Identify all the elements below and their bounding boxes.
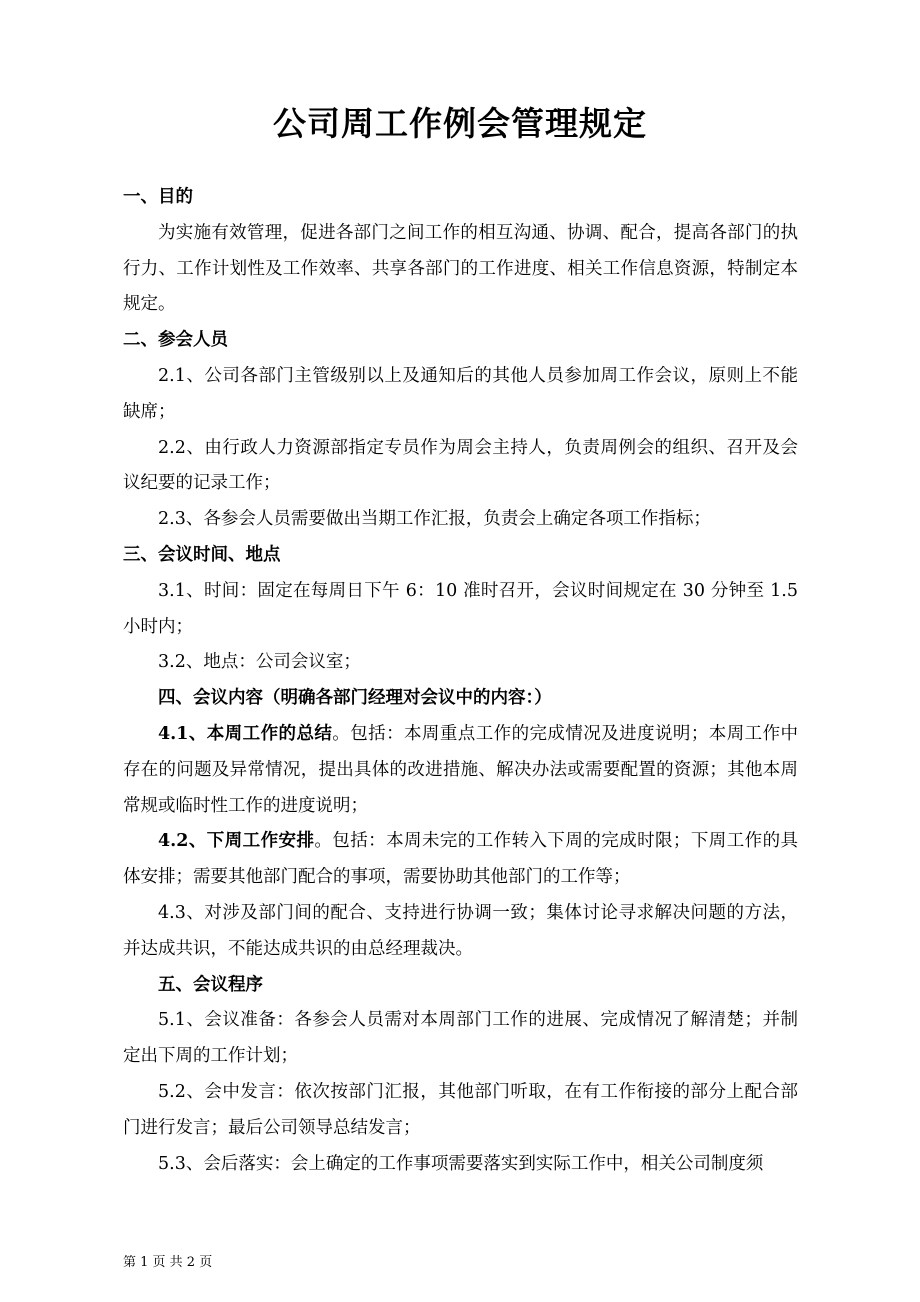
paragraph-lead: 4.2、下周工作安排 (158, 831, 315, 852)
section-heading: 二、参会人员 (123, 330, 228, 351)
paragraph: 3.2、地点：公司会议室； (158, 652, 361, 673)
paragraph: 2.1、公司各部门主管级别以上及通知后的其他人员参加周工作会议，原则上不能缺席； (123, 365, 798, 422)
paragraph: 2.2、由行政人力资源部指定专员作为周会主持人，负责周例会的组织、召开及会议纪要的记录工作； (123, 437, 798, 494)
paragraph-text: 。包括：本周未完的工作转入下周的完成时限；下周工作的具体安排；需要其他部门配合的事项，需要协助其他部门的工作等； (123, 831, 798, 888)
paragraph: 5.2、会中发言：依次按部门汇报，其他部门听取，在有工作衔接的部分上配合部门进行发言；最后公司领导总结发言； (123, 1081, 798, 1138)
paragraph: 4.3、对涉及部门间的配合、支持进行协调一致；集体讨论寻求解决问题的方法，并达成共识，不能达成共识的由总经理裁决。 (123, 902, 798, 959)
paragraph: 5.3、会后落实：会上确定的工作事项需要落实到实际工作中，相关公司制度须 (158, 1153, 764, 1174)
section-heading: 四、会议内容（明确各部门经理对会议中的内容：） (158, 688, 552, 709)
paragraph: 5.1、会议准备：各参会人员需对本周部门工作的进展、完成情况了解清楚；并制定出下周的工作计划； (123, 1010, 798, 1067)
paragraph-text: 。包括：本周重点工作的完成情况及进度说明；本周工作中存在的问题及异常情况，提出具体的改进措施、解决办法或需要配置的资源；其他本周常规或临时性工作的进度说明； (123, 723, 798, 816)
paragraph (123, 824, 798, 896)
paragraph-lead: 4.1、本周工作的总结 (158, 723, 333, 744)
paragraph: 为实施有效管理，促进各部门之间工作的相互沟通、协调、配合，提高各部门的执行力、工作计划性及工作效率、共享各部门的工作进度、相关工作信息资源，特制定本规定。 (123, 222, 798, 315)
section-heading: 三、会议时间、地点 (123, 544, 281, 565)
document-title: 公司周工作例会管理规定 (273, 104, 647, 143)
paragraph: 3.1、时间：固定在每周日下午 6：10 准时召开，会议时间规定在 30 分钟至 1.5 小时内； (123, 580, 798, 637)
section-heading: 一、目的 (123, 187, 193, 207)
paragraph: 2.3、各参会人员需要做出当期工作汇报，负责会上确定各项工作指标； (158, 509, 711, 530)
document-body (123, 180, 798, 1182)
section-heading: 五、会议程序 (158, 974, 263, 995)
page-footer: 第 1 页 共 2 页 (123, 1255, 213, 1270)
paragraph (123, 717, 798, 824)
